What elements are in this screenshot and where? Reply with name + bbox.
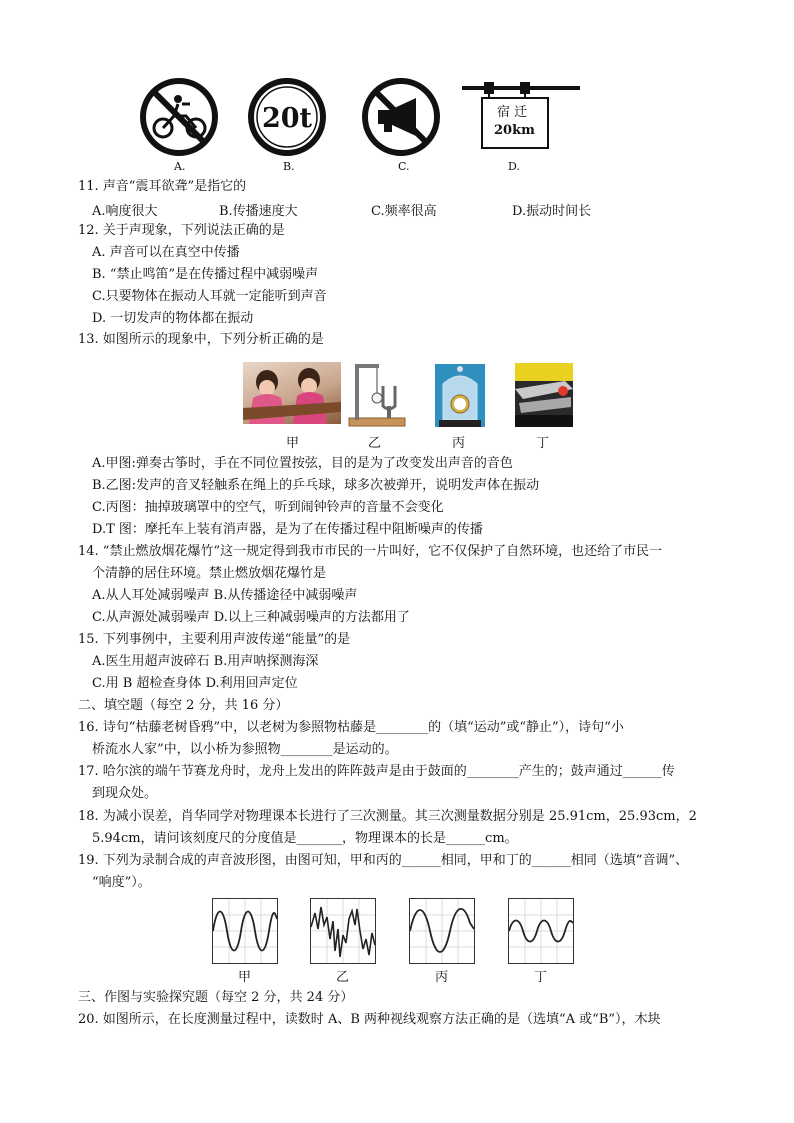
q14-stem-line2: 个清静的居住环境。禁止燃放烟花爆竹是 <box>92 566 327 581</box>
q12-option-d: D. 一切发声的物体都在振动 <box>92 311 254 326</box>
q19-caption-yi: 乙 <box>336 970 350 985</box>
no-horn-sign-icon <box>360 76 442 158</box>
q11-option-b: B.传播速度大 <box>219 204 298 219</box>
q14-stem-line1: 14. “禁止燃放烟花爆竹”这一规定得到我市市民的一片叫好，它不仅保护了自然环境，也还给了市民一 <box>78 544 663 559</box>
q18-line2: 5.94cm，请问该刻度尺的分度值是_______，物理课本的长是______cm。 <box>92 831 518 846</box>
q19-caption-bing: 丙 <box>435 970 449 985</box>
q19-line1: 19. 下列为录制合成的声音波形图，由图可知，甲和丙的______相同，甲和丁的______相同（选填“音调”、 <box>78 853 689 868</box>
weight-limit-sign-icon <box>246 76 328 158</box>
q11-option-a: A.响度很大 <box>92 204 158 219</box>
q13-option-b: B.乙图:发声的音叉轻触系在绳上的乒乓球，球多次被弹开，说明发声体在振动 <box>92 478 540 493</box>
q14-options-line1: A.从人耳处减弱噪声 B.从传播途径中减弱噪声 <box>92 588 358 603</box>
q12-option-c: C.只要物体在振动人耳就一定能听到声音 <box>92 289 327 304</box>
q19-line2: “响度”）。 <box>92 875 151 890</box>
q15-stem: 15. 下列事例中，主要利用声波传递“能量”的是 <box>78 632 351 647</box>
sign-label-c: C. <box>398 160 410 173</box>
q18-line1: 18. 为减小误差，肖华同学对物理课本长进行了三次测量。其三次测量数据分别是 25.91cm，25.93cm，2 <box>78 809 697 824</box>
q19-caption-ding: 丁 <box>534 970 548 985</box>
q13-option-a: A.甲图:弹奏古筝时，手在不同位置按弦，目的是为了改变发出声音的音色 <box>92 456 513 471</box>
q12-option-a: A. 声音可以在真空中传播 <box>92 245 240 260</box>
q13-caption-jia: 甲 <box>286 436 300 451</box>
road-sign-distance: 20km <box>494 123 535 138</box>
q15-options-line2: C.用 B 超检查身体 D.利用回声定位 <box>92 676 298 691</box>
q16-line2: 桥流水人家”中，以小桥为参照物________是运动的。 <box>92 742 398 757</box>
q17-line2: 到现众处。 <box>92 786 158 801</box>
q20-line1: 20. 如图所示，在长度测量过程中，读数时 A、B 两种视线观察方法正确的是（选填“A 或“B”），木块 <box>78 1012 661 1027</box>
sign-label-d: D. <box>508 160 520 173</box>
bell-jar-photo <box>435 364 485 427</box>
q12-stem: 12. 关于声现象，下列说法正确的是 <box>78 223 285 238</box>
q13-option-c: C.丙图：抽掉玻璃罩中的空气，听到闹钟铃声的音量不会变化 <box>92 500 444 515</box>
guzheng-photo <box>243 362 341 424</box>
waveform-jia <box>212 898 278 964</box>
no-motorcycle-sign-icon <box>138 76 220 158</box>
waveform-bing <box>409 898 475 964</box>
q11-option-d: D.振动时间长 <box>512 204 592 219</box>
sign-label-b: B. <box>283 160 295 173</box>
q13-caption-bing: 丙 <box>452 436 466 451</box>
waveform-yi <box>310 898 376 964</box>
q13-caption-yi: 乙 <box>368 436 382 451</box>
section-3-title: 三、作图与实验探究题（每空 2 分，共 24 分） <box>78 990 354 1005</box>
q11-option-c: C.频率很高 <box>371 204 437 219</box>
motorcycle-muffler-photo <box>515 363 573 427</box>
tuning-fork-apparatus-icon <box>345 360 407 428</box>
q13-option-d: D.T 图：摩托车上装有消声器，是为了在传播过程中阻断噪声的传播 <box>92 522 483 537</box>
waveform-ding <box>508 898 574 964</box>
q11-stem: 11. 声音“震耳欲聋”是指它的 <box>78 179 247 194</box>
q14-options-line2: C.从声源处减弱噪声 D.以上三种减弱噪声的方法都用了 <box>92 610 410 625</box>
section-2-title: 二、填空题（每空 2 分，共 16 分） <box>78 698 289 713</box>
q15-options-line1: A.医生用超声波碎石 B.用声呐探测海深 <box>92 654 319 669</box>
q13-caption-ding: 丁 <box>536 436 550 451</box>
q19-caption-jia: 甲 <box>238 970 252 985</box>
q12-option-b: B. “禁止鸣笛”是在传播过程中减弱噪声 <box>92 267 319 282</box>
road-sign-city: 宿 迁 <box>497 105 528 120</box>
weight-limit-text: 20t <box>261 103 313 134</box>
q13-stem: 13. 如图所示的现象中，下列分析正确的是 <box>78 332 324 347</box>
sign-label-a: A. <box>174 160 186 173</box>
q17-line1: 17. 哈尔滨的端午节赛龙舟时，龙舟上发出的阵阵鼓声是由于鼓面的________产生的；鼓声通过______传 <box>78 764 675 779</box>
q16-line1: 16. 诗句“枯藤老树昏鸦”中，以老树为参照物枯藤是________的（填“运动”或“静止”），诗句“小 <box>78 720 624 735</box>
